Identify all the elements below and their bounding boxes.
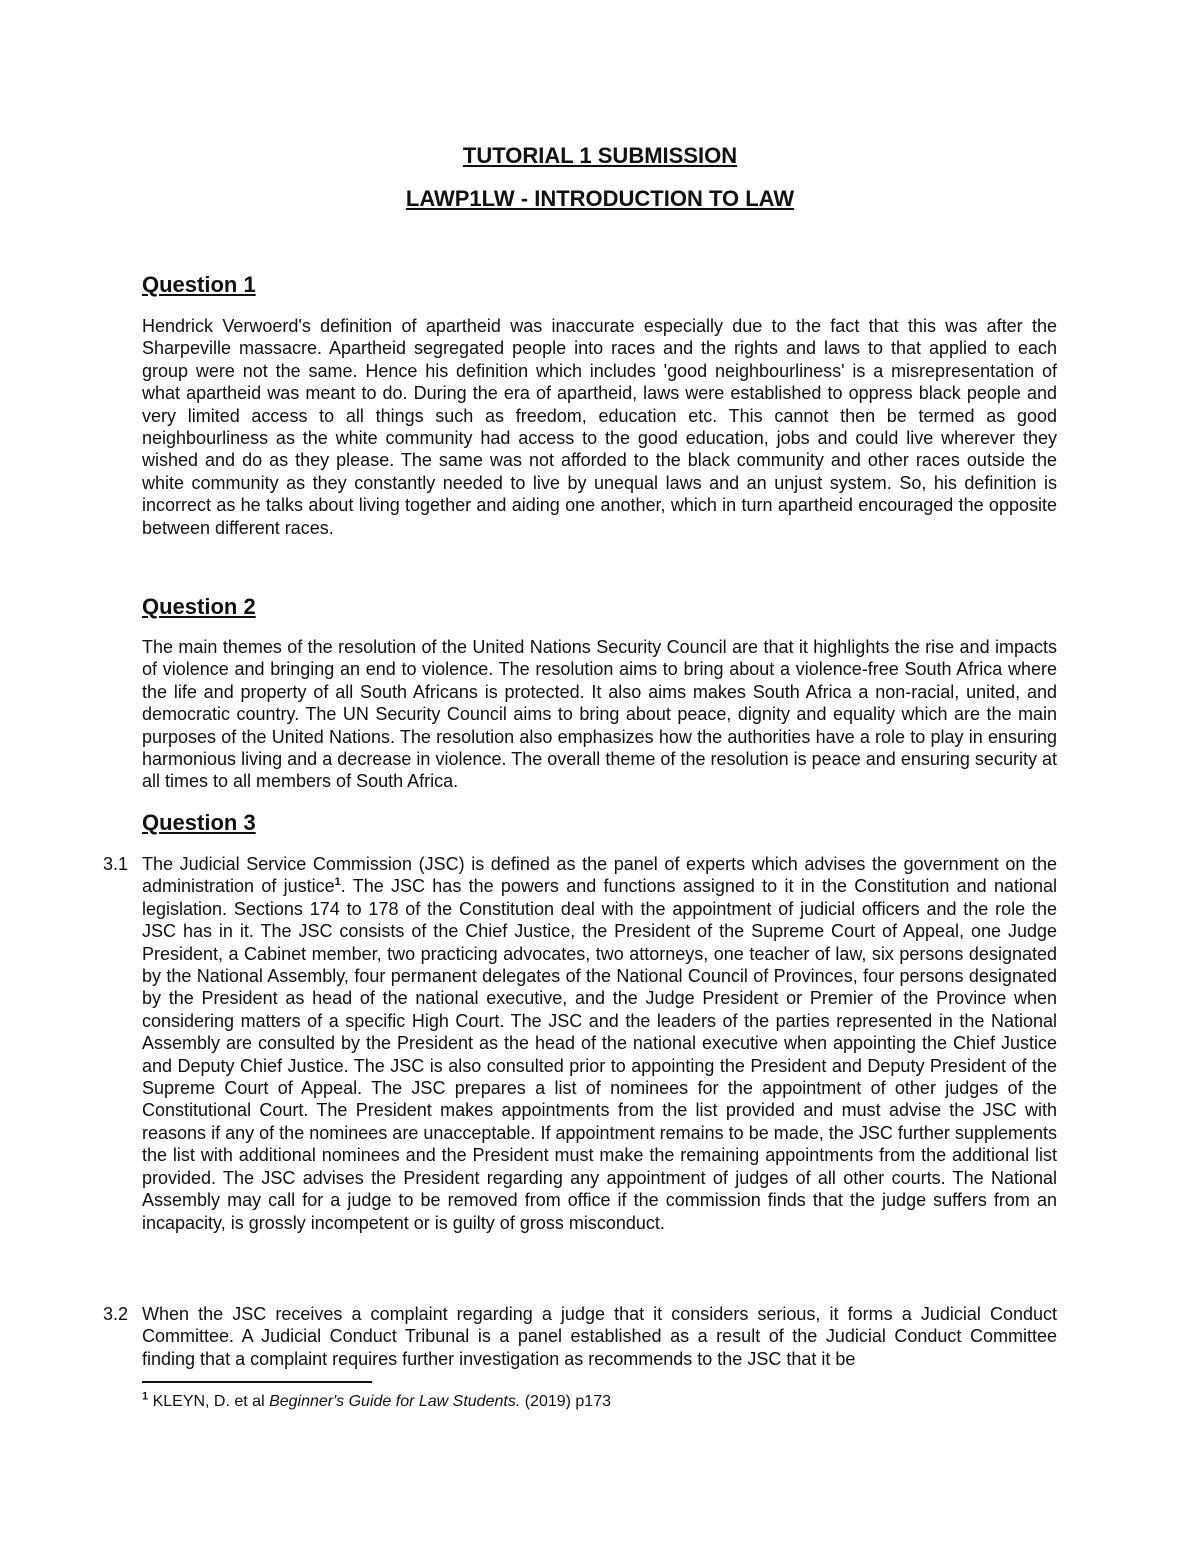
footnote-work-title: Beginner's Guide for Law Students. [269,1393,521,1410]
footnote-details: (2019) p173 [520,1393,611,1410]
item-3-2-number: 3.2 [103,1304,129,1324]
footnote-separator [142,1381,372,1383]
question-1-answer: Hendrick Verwoerd's definition of apartheid was inaccurate especially due to the fact that this was after the Sharpeville massacre. Apartheid segregated people into races and the rights and laws to that applied to each group were not the same. Hence his definition which includes 'good neighbourliness' is a misrepresentation of what apartheid was meant to do. During the era of apartheid, laws were established to oppress black people and very limited access to all things such as freedom, education etc. This cannot then be termed as good neighbourliness as the white community had access to the good education, jobs and could live wherever they wished and do as they please. The same was not afforded to the black community and other races outside the white community as they constantly needed to live by unequal laws and an unjust system. So, his definition is incorrect as he talks about living together and aiding one another, which in turn apartheid encouraged the opposite between different races. [142,316,1057,538]
footnote-number: 1 [142,1390,149,1403]
question-2-heading: Question 2 [142,594,256,619]
question-3-heading: Question 3 [142,810,256,835]
footnote [142,1392,611,1412]
item-3-1-number: 3.1 [103,854,129,874]
item-3-1-text-start: The Judicial Service Commission (JSC) is defined as the panel of experts which advises the government on the administration of justice [142,854,1057,897]
footnote-reference: 1 [334,876,341,889]
document-title: TUTORIAL 1 SUBMISSION [462,143,738,168]
question-2-answer: The main themes of the resolution of the United Nations Security Council are that it highlights the rise and impacts of violence and bringing an end to violence. The resolution aims to bring about a violence-free South Africa where the life and property of all South Africans is protected. It also aims makes South Africa a non-racial, united, and democratic country. The UN Security Council aims to bring about peace, dignity and equality which are the main purposes of the United Nations. The resolution also emphasizes how the authorities have a role to play in ensuring harmonious living and a decrease in violence. The overall theme of the resolution is peace and ensuring security at all times to all members of South Africa. [142,637,1057,792]
item-3-1-text-rest: . The JSC has the powers and functions assigned to it in the Constitution and national legislation. Sections 174 to 178 of the Constitution deal with the appointment of judicial officers and the role the JSC has in it. The JSC consists of the Chief Justice, the President of the Supreme Court of Appeal, one Judge President, a Cabinet member, two practicing advocates, two attorneys, one teacher of law, six persons designated by the National Assembly, four permanent delegates of the National Council of Provinces, four persons designated by the President as head of the national executive, and the Judge President or Premier of the Province when considering matters of a specific High Court. The JSC and the leaders of the parties represented in the National Assembly are consulted by the President as the head of the national executive when appointing the Chief Justice and Deputy Chief Justice. The JSC is also consulted prior to appointing the President and Deputy President of the Supreme Court of Appeal. The JSC prepares a list of nominees for the appointment of other judges of the Constitutional Court. The President makes appointments from the list provided and must advise the JSC with reasons if any of the nominees are unacceptable. If appointment remains to be made, the JSC further supplements the list with additional nominees and the President must make the remaining appointments from the additional list provided. The JSC advises the President regarding any appointment of judges of all other courts. The National Assembly may call for a judge to be removed from office if the commission finds that the judge suffers from an incapacity, is grossly incompetent or is guilty of gross misconduct. [142,876,1057,1233]
item-3-2-answer: When the JSC receives a complaint regarding a judge that it considers serious, it forms a Judicial Conduct Committee. A Judicial Conduct Tribunal is a panel established as a result of the Judicial Conduct Committee finding that a complaint requires further investigation as recommends to the JSC that it be [142,1304,1057,1369]
footnote-author: KLEYN, D. et al [148,1393,270,1410]
question-1-heading: Question 1 [142,272,256,297]
item-3-1-answer [142,853,1057,1234]
course-title: LAWP1LW - INTRODUCTION TO LAW [405,186,795,211]
